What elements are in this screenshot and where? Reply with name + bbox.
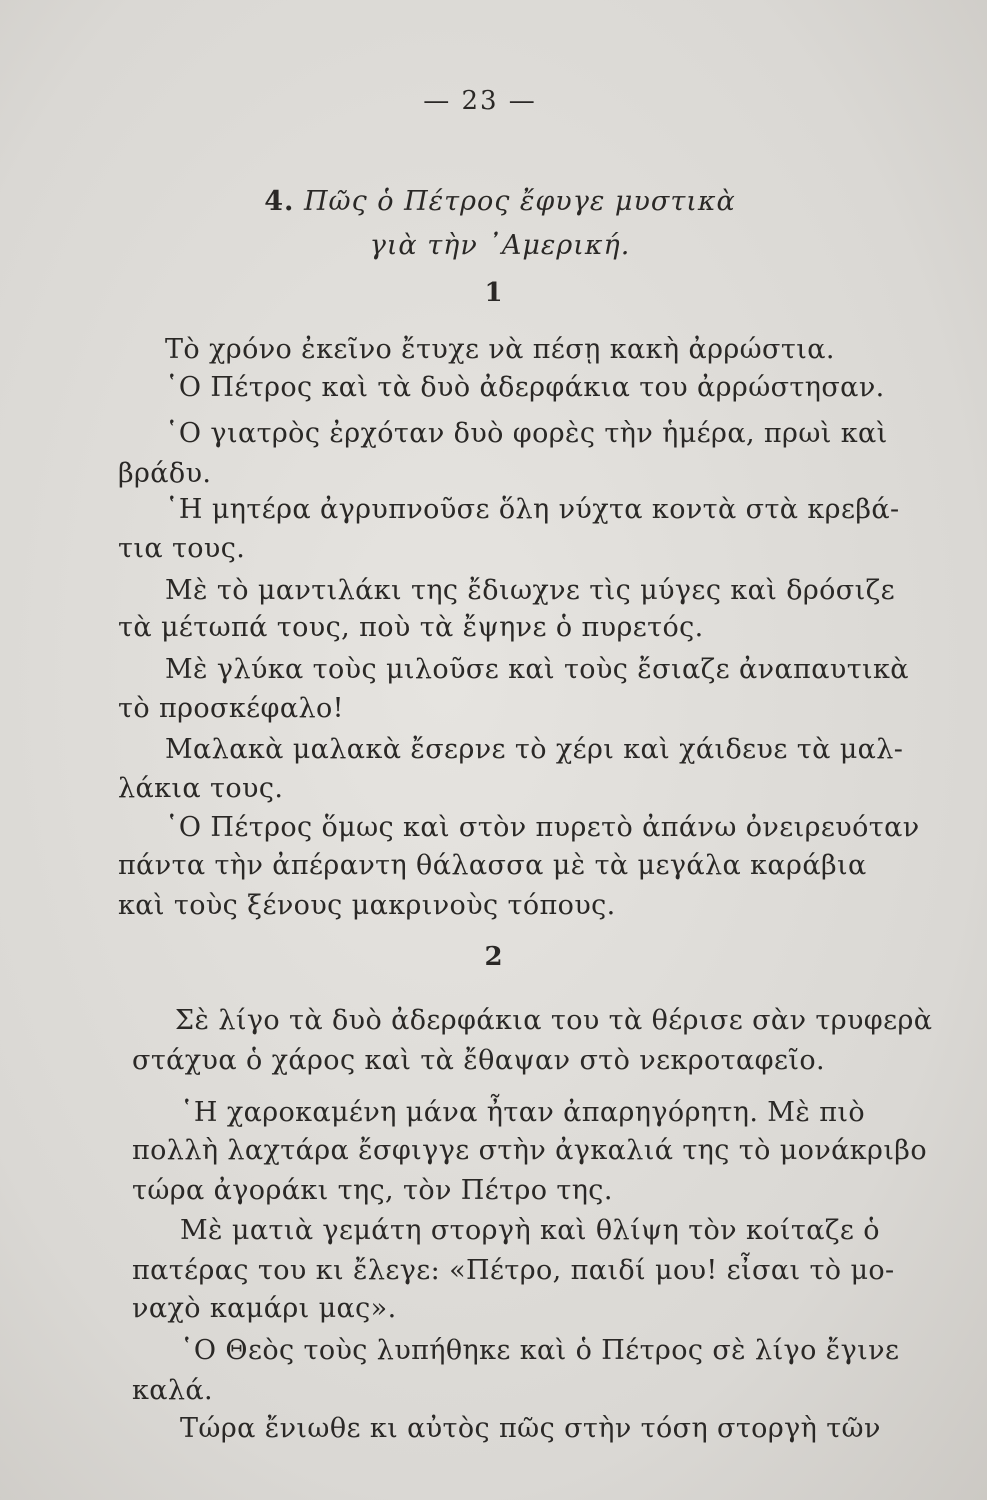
text-line: καλά. xyxy=(132,1375,214,1406)
text-line: πολλὴ λαχτάρα ἔσφιγγε στὴν ἀγκαλιά της τὸ μονάκριβο xyxy=(132,1135,927,1166)
chapter-title xyxy=(0,180,987,268)
text-line: τὰ μέτωπά τους, ποὺ τὰ ἔψηνε ὁ πυρετός. xyxy=(118,612,704,643)
text-line: Μὲ γλύκα τοὺς μιλοῦσε καὶ τοὺς ἔσιαζε ἀναπαυτικὰ xyxy=(165,654,909,685)
text-line: πατέρας του κι ἔλεγε: «Πέτρο, παιδί μου! εἶσαι τὸ μο- xyxy=(132,1255,895,1286)
chapter-title-line-2: γιὰ τὴν ᾿Αμερική. xyxy=(369,230,631,261)
text-line: ῾Η μητέρα ἀγρυπνοῦσε ὅλη νύχτα κοντὰ στὰ κρεβά- xyxy=(165,494,900,525)
text-line: λάκια τους. xyxy=(118,773,284,804)
text-line: ῾Ο Πέτρος καὶ τὰ δυὸ ἀδερφάκια του ἀρρώστησαν. xyxy=(165,372,885,403)
section-number-1: 1 xyxy=(484,278,503,308)
text-line: βράδυ. xyxy=(118,458,212,489)
text-line: ῾Ο γιατρὸς ἐρχόταν δυὸ φορὲς τὴν ἡμέρα, πρωὶ καὶ xyxy=(165,418,888,449)
text-line: ῾Ο Θεὸς τοὺς λυπήθηκε καὶ ὁ Πέτρος σὲ λίγο ἔγινε xyxy=(180,1335,900,1366)
text-line: Μαλακὰ μαλακὰ ἔσερνε τὸ χέρι καὶ χάιδευε τὰ μαλ- xyxy=(165,734,904,765)
text-line: τὸ προσκέφαλο! xyxy=(118,693,344,724)
text-line: στάχυα ὁ χάρος καὶ τὰ ἔθαψαν στὸ νεκροταφεῖο. xyxy=(132,1045,825,1076)
text-line: πάντα τὴν ἀπέραντη θάλασσα μὲ τὰ μεγάλα καράβια xyxy=(118,850,867,881)
chapter-title-text-1: Πῶς ὁ Πέτρος ἔφυγε μυστικὰ xyxy=(304,186,736,217)
text-line: Τὸ χρόνο ἐκεῖνο ἔτυχε νὰ πέσῃ κακὴ ἀρρώστια. xyxy=(165,334,835,365)
text-line: Μὲ τὸ μαντιλάκι της ἔδιωχνε τὶς μύγες καὶ δρόσιζε xyxy=(165,575,896,606)
text-line: Τώρα ἔνιωθε κι αὐτὸς πῶς στὴν τόση στοργὴ τῶν xyxy=(180,1413,881,1444)
text-line: ναχὸ καμάρι μας». xyxy=(132,1293,397,1324)
text-line: ῾Η χαροκαμένη μάνα ἦταν ἀπαρηγόρητη. Μὲ πιὸ xyxy=(180,1097,866,1128)
text-line: Σὲ λίγο τὰ δυὸ ἀδερφάκια του τὰ θέρισε σὰν τρυφερὰ xyxy=(175,1005,933,1036)
chapter-number: 4. xyxy=(264,186,295,217)
chapter-title-line-1 xyxy=(0,180,987,224)
text-line: τώρα ἀγοράκι της, τὸν Πέτρο της. xyxy=(132,1175,613,1206)
text-line: ῾Ο Πέτρος ὅμως καὶ στὸν πυρετὸ ἀπάνω ὀνειρευόταν xyxy=(165,812,920,843)
text-line: Μὲ ματιὰ γεμάτη στοργὴ καὶ θλίψη τὸν κοίταζε ὁ xyxy=(180,1215,880,1246)
text-line: τια τους. xyxy=(118,533,246,564)
text-line: καὶ τοὺς ξένους μακρινοὺς τόπους. xyxy=(118,890,616,921)
page-number: — 23 — xyxy=(423,86,537,116)
section-number-2: 2 xyxy=(484,942,503,972)
